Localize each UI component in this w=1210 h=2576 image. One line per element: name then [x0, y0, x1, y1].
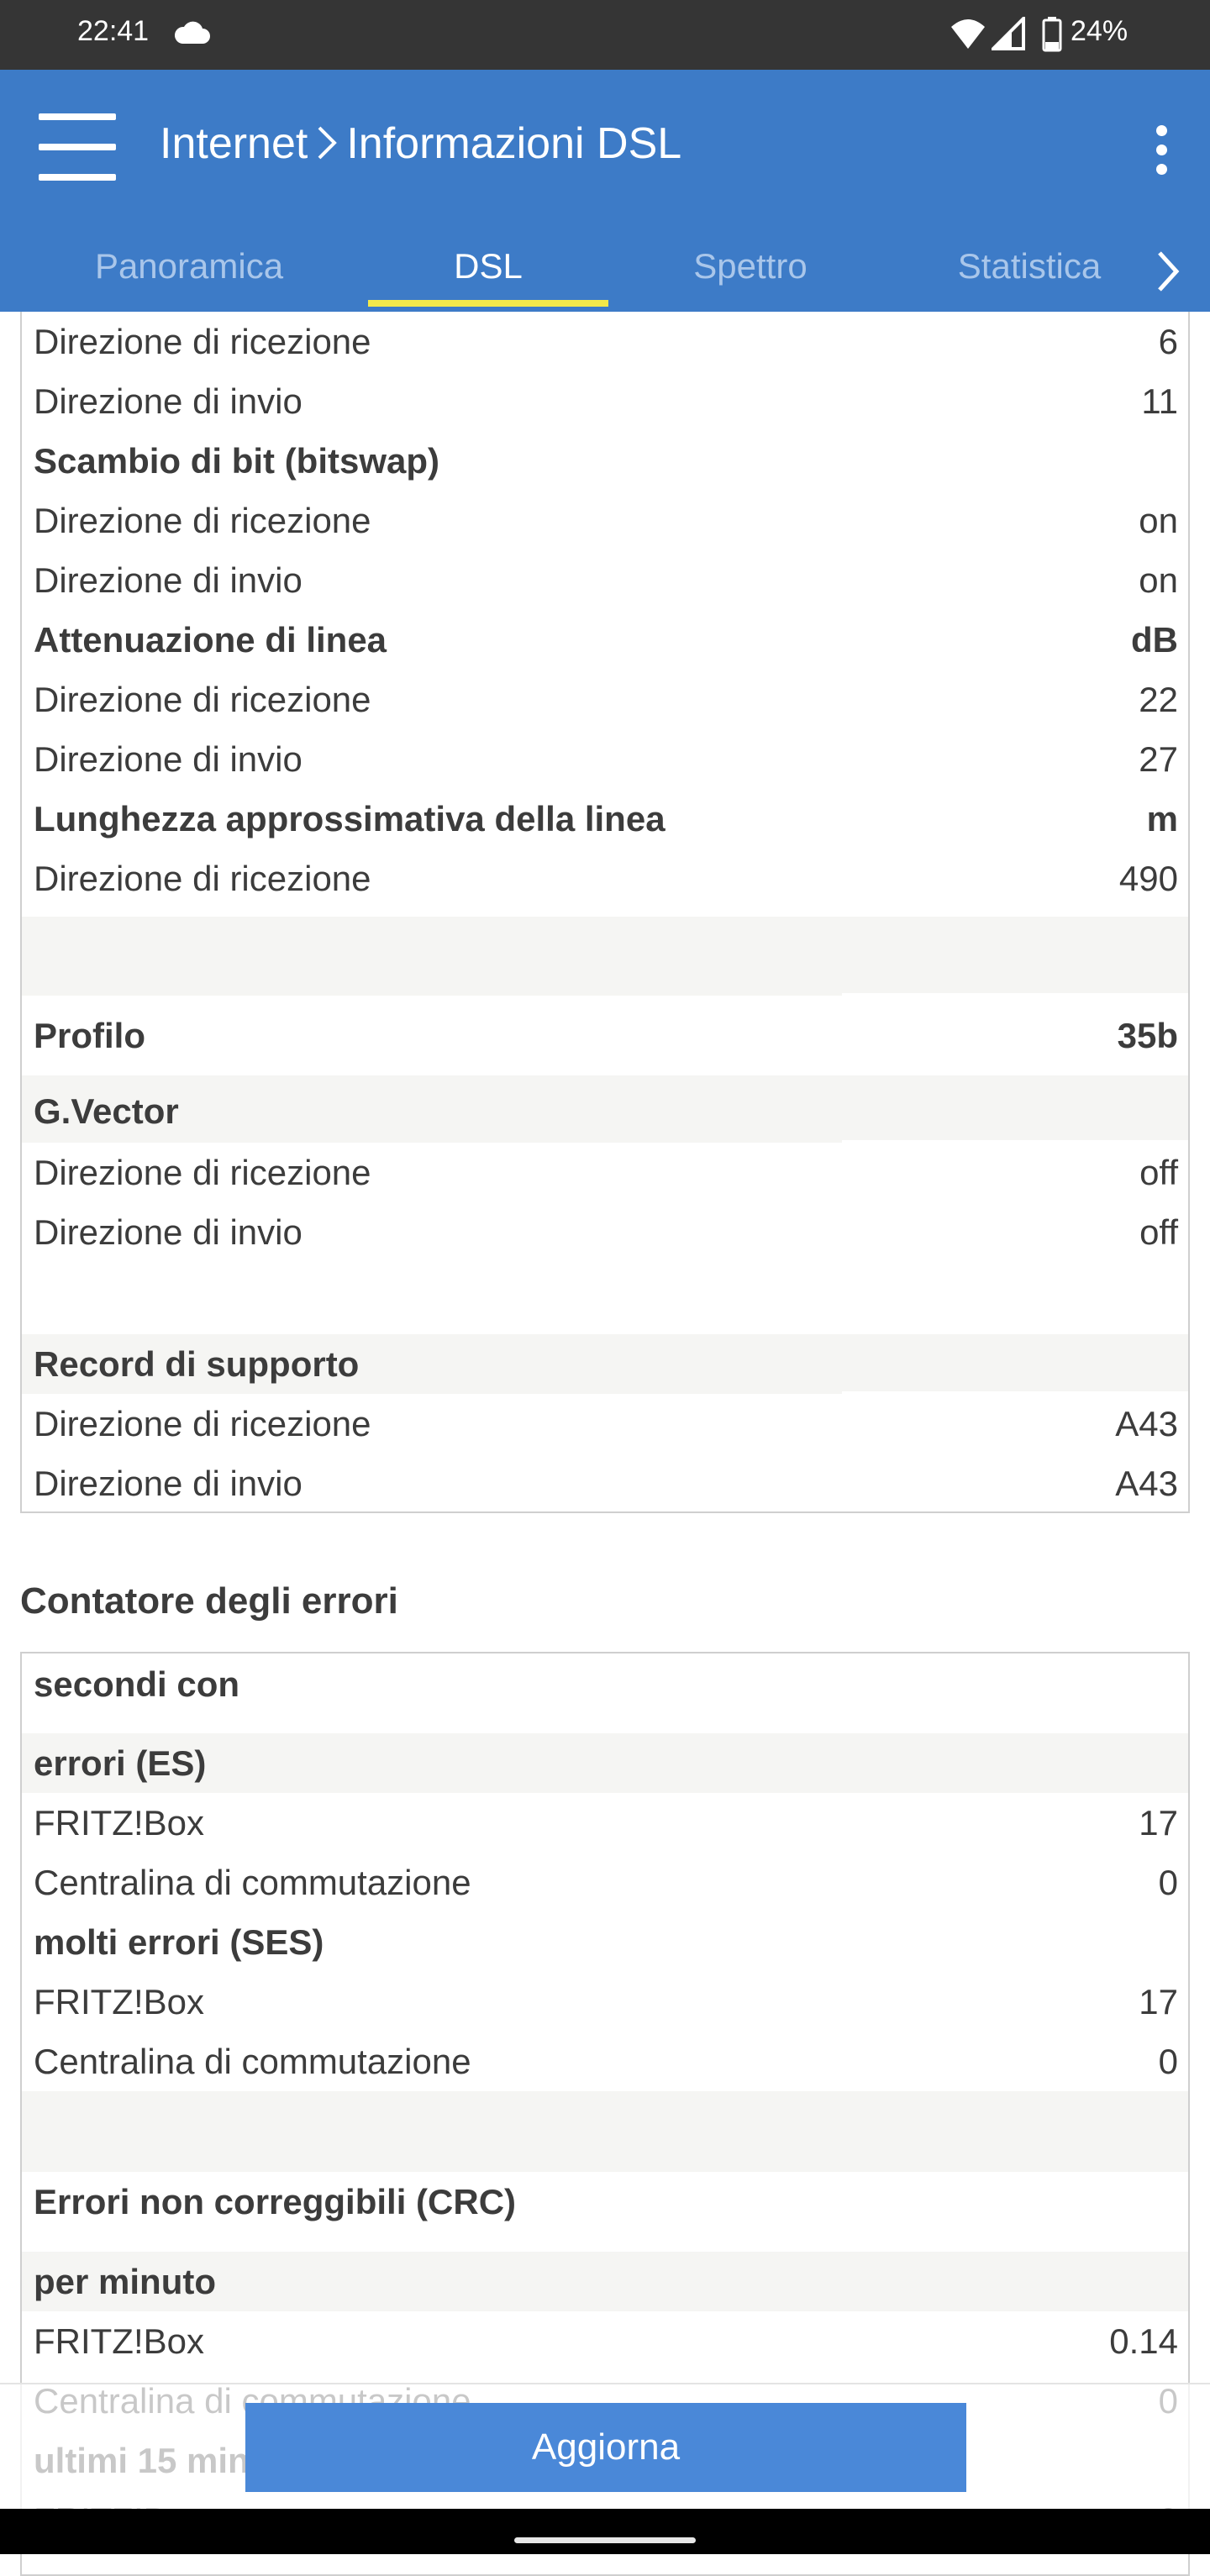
chevron-right-icon[interactable]: [1143, 238, 1193, 305]
battery-icon: [1042, 17, 1062, 52]
tab-statistica[interactable]: Statistica: [957, 246, 1102, 286]
tab-dsl[interactable]: DSL: [368, 229, 608, 312]
battery-percent: 24%: [1071, 15, 1128, 47]
signal-icon: [992, 17, 1025, 50]
section-header: Errori non correggibili (CRC): [34, 2182, 517, 2221]
error-counter-table: secondi con errori (ES) FRITZ!Box 17 Centralina di commutazione 0 molti errori (SES) FRITZ!Box 17 Centralina di commutazione 0 Errori non correggibili (CRC) per minuto FRITZ!Box 0.14: [20, 1652, 1190, 2576]
status-bar: [0, 0, 1210, 70]
section-header: per minuto: [22, 2252, 1188, 2311]
breadcrumb-current: Informazioni DSL: [346, 119, 682, 168]
system-nav-bar: [0, 2509, 1210, 2554]
section-header: Profilo 35b: [34, 1016, 1178, 1055]
section-title: Contatore degli errori: [20, 1580, 398, 1622]
section-header: G.Vector: [22, 1075, 1188, 1143]
hamburger-menu-icon[interactable]: [37, 113, 121, 181]
page-title: [160, 118, 681, 169]
section-header: errori (ES): [22, 1733, 1188, 1793]
section-header: Record di supporto: [22, 1334, 1188, 1394]
cloud-icon: [172, 20, 211, 45]
more-options-icon[interactable]: [1150, 120, 1175, 179]
tab-bar: [0, 229, 1210, 312]
spacer-row: [22, 2091, 1188, 2172]
spacer-row: [22, 1262, 1188, 1343]
tab-spettro[interactable]: Spettro: [693, 246, 808, 286]
status-time: 22:41: [77, 15, 150, 47]
wifi-icon: [950, 17, 986, 50]
app-bar: [0, 70, 1210, 312]
section-header: secondi con: [34, 1664, 240, 1704]
tab-panoramica[interactable]: Panoramica: [94, 246, 284, 286]
chevron-right-icon: [316, 124, 338, 161]
breadcrumb-internet[interactable]: Internet: [160, 119, 308, 168]
dsl-info-table: Direzione di ricezione 6 Direzione di invio 11 Scambio di bit (bitswap) Direzione di ricezione on Direzione di invio on Attenuazione di linea dB Direzione di ricezione 22 Direzione di invio 27 Lunghezza approssimativa della linea m Direzione di ricezione 490 Profilo 35b G.Vector Direzione di ricezione off Direzione di invio off Record di supporto Direzione di ricezione A43 Direzione di invio A43: [20, 312, 1190, 1513]
spacer-row: [22, 917, 1188, 996]
home-gesture-handle[interactable]: [514, 2537, 696, 2543]
refresh-button[interactable]: Aggiorna: [245, 2403, 966, 2492]
